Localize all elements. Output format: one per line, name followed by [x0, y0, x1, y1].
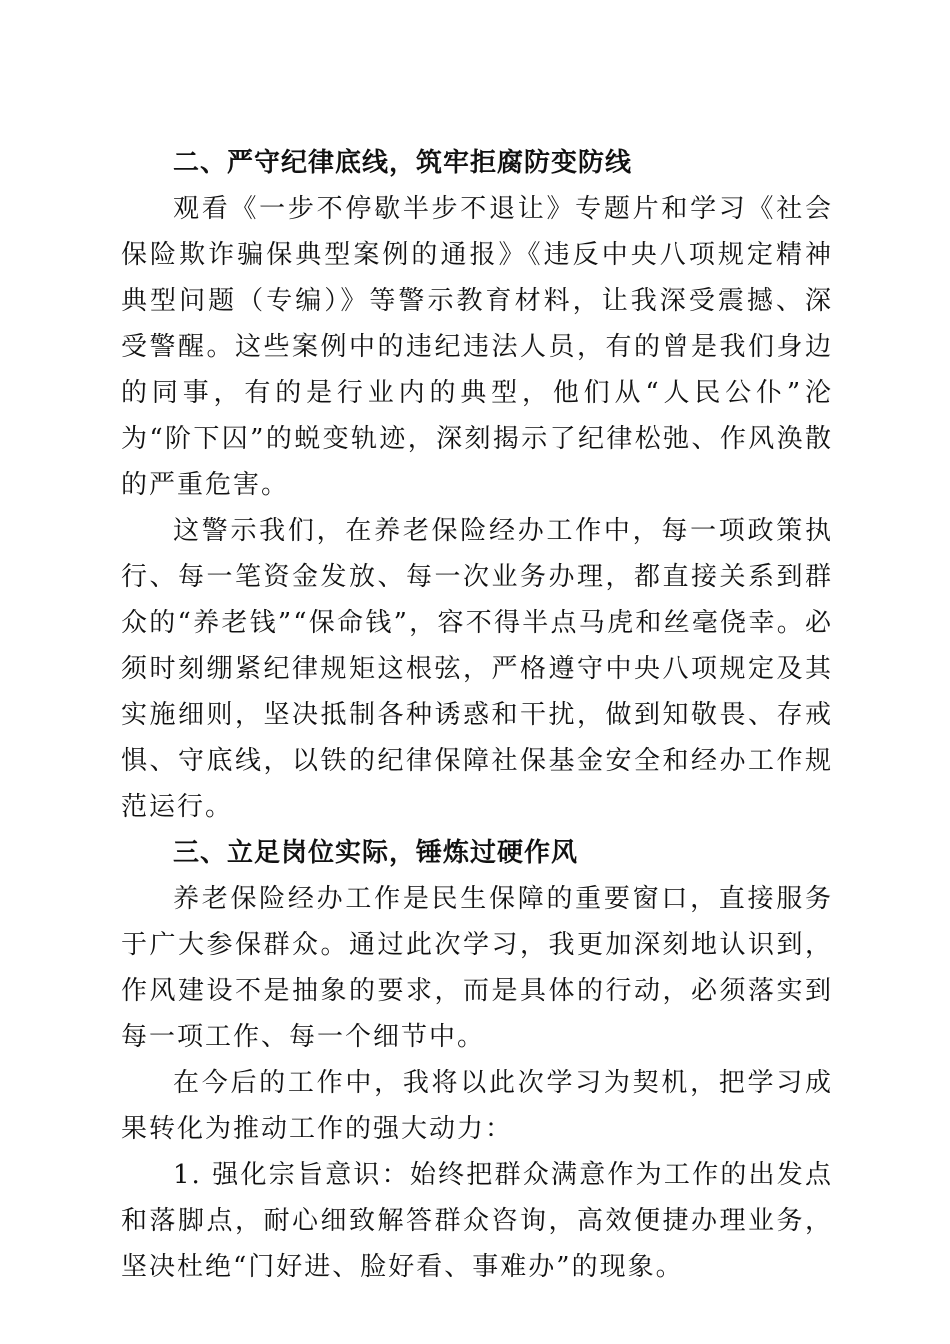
section-heading-discipline: 二、严守纪律底线，筑牢拒腐防变防线 [173, 148, 633, 178]
paragraph-service-window: 养老保险经办工作是民生保障的重要窗口，直接服务于广大参保群众。通过此次学习，我更加深刻地认识到，作风建设不是抽象的要求，而是具体的行动，必须落实到每一项工作、每一个细节中。 [121, 884, 833, 1052]
paragraph-future-work: 在今后的工作中，我将以此次学习为契机，把学习成果转化为推动工作的强大动力： [121, 1068, 833, 1144]
paragraph-discipline-warning: 这警示我们，在养老保险经办工作中，每一项政策执行、每一笔资金发放、每一次业务办理，都直接关系到群众的“养老钱”“保命钱”，容不得半点马虎和丝毫侥幸。必须时刻绷紧纪律规矩这根弦，严格遵守中央八项规定及其实施细则，坚决抵制各种诱惑和干扰，做到知敬畏、存戒惧、守底线，以铁的纪律保障社保基金安全和经办工作规范运行。 [121, 516, 833, 822]
paragraph-warning-education: 观看《一步不停歇半步不退让》专题片和学习《社会保险欺诈骗保典型案例的通报》《违反中央八项规定精神典型问题（专编）》等警示教育材料，让我深受震撼、深受警醒。这些案例中的违纪违法人员，有的曾是我们身边的同事，有的是行业内的典型，他们从“人民公仆”沦为“阶下囚”的蜕变轨迹，深刻揭示了纪律松弛、作风涣散的严重危害。 [121, 194, 833, 500]
paragraph-item-1: 1. 强化宗旨意识：始终把群众满意作为工作的出发点和落脚点，耐心细致解答群众咨询，高效便捷办理业务，坚决杜绝“门好进、脸好看、事难办”的现象。 [121, 1160, 833, 1282]
document-body [121, 140, 833, 1290]
section-heading-work-style: 三、立足岗位实际，锤炼过硬作风 [173, 838, 579, 868]
